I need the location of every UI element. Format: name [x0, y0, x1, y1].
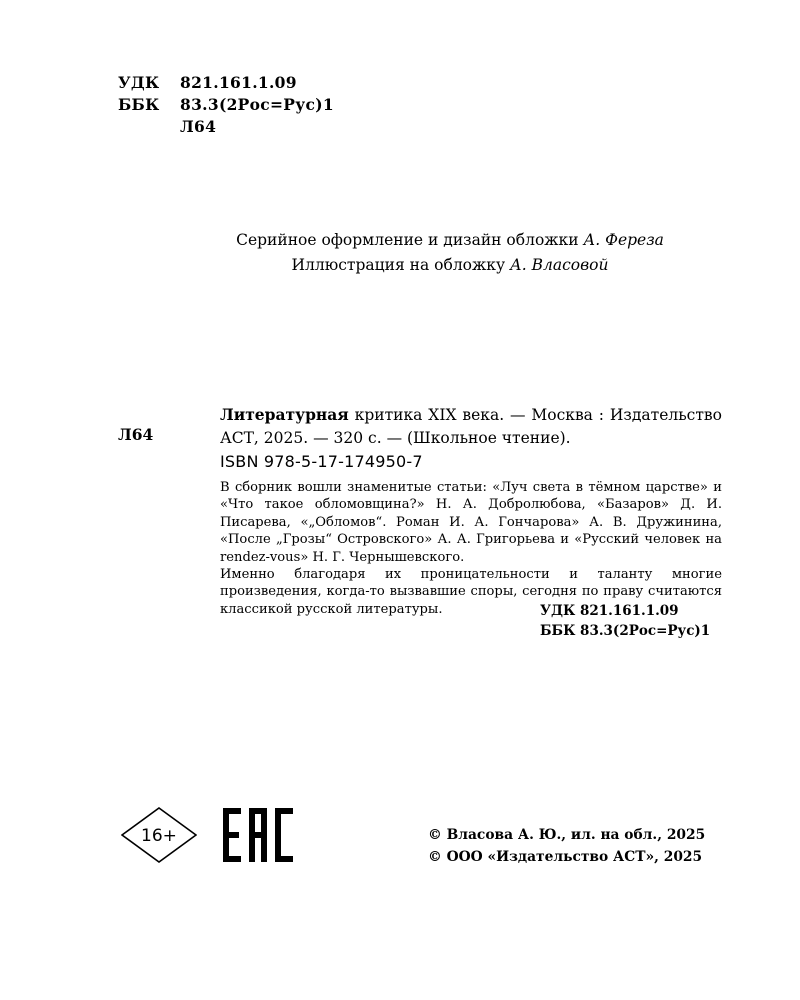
age-rating-badge [121, 807, 197, 863]
annotation-paragraph-2: Именно благодаря их проницательности и таланту многие произведения, когда-то вызвавшие споры, сегодня по праву считаются классикой русской литературы. [220, 567, 722, 617]
udk-value: 821.161.1.09 [180, 73, 297, 92]
bbk-row [118, 94, 334, 116]
bbk-label: ББК [118, 95, 160, 114]
illustration-credit: Иллюстрация на обложку А. Власовой [291, 256, 609, 274]
catalog-description: критика XIX века. — Москва : Издательство АСТ, 2025. — 320 с. — (Школьное чтение). [220, 406, 722, 447]
annotation [220, 479, 722, 618]
copyright-illustration: © Власова А. Ю., ил. на обл., 2025 [428, 827, 706, 843]
series-designer-name: А. Фереза [583, 231, 664, 249]
catalog-author-mark: Л64 [118, 425, 154, 444]
annotation-udk: УДК 821.161.1.09 [540, 603, 679, 619]
annotation-paragraph-1: В сборник вошли знаменитые статьи: «Луч света в тёмном царстве» и «Что такое обломовщина?» Н. А. Добролюбова, «Базаров» Д. И. Писарева, «„Обломов“. Роман И. А. Гончарова» А. В. Дружинина, «После „Грозы“ Островского» А. А. Григорьева и «Русский человек на rendez-vous» Н. Г. Чернышевского. [220, 480, 722, 565]
age-rating-label: 16+ [141, 826, 177, 846]
annotation-codes [540, 601, 710, 641]
design-credits [0, 228, 800, 278]
bbk-value: 83.3(2Рос=Рус)1 [180, 95, 334, 114]
author-mark: Л64 [180, 117, 217, 136]
illustrator-name: А. Власовой [510, 256, 609, 274]
classification-codes [118, 72, 334, 138]
annotation-bbk: ББК 83.3(2Рос=Рус)1 [540, 623, 711, 639]
catalog-title: Литературная [220, 405, 349, 424]
isbn: ISBN 978-5-17-174950-7 [220, 452, 423, 471]
series-design-credit: Серийное оформление и дизайн обложки А. Фереза [236, 231, 664, 249]
catalog-entry [220, 403, 722, 450]
copyright-publisher: © ООО «Издательство АСТ», 2025 [428, 849, 703, 865]
eac-logo-icon [223, 808, 293, 862]
udk-label: УДК [118, 73, 160, 92]
copyright-block [428, 824, 705, 868]
author-mark-row [118, 116, 334, 138]
udk-row [118, 72, 334, 94]
